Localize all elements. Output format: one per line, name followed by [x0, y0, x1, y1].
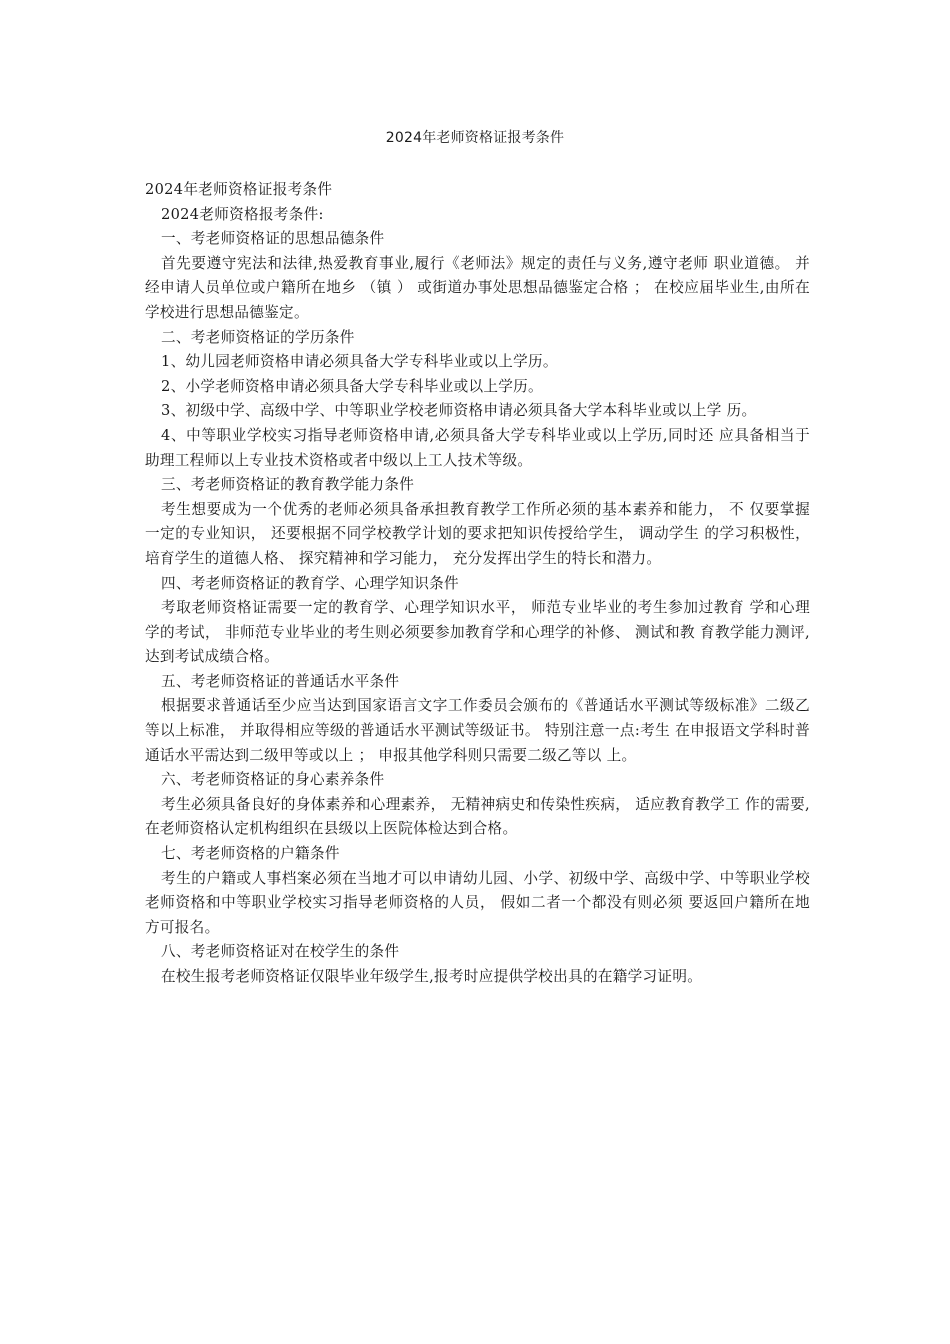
section-heading-4: 四、考老师资格证的教育学、心理学知识条件: [161, 574, 459, 592]
section-heading-5: 五、考老师资格证的普通话水平条件: [161, 672, 400, 690]
section-heading-6: 六、考老师资格证的身心素养条件: [161, 771, 385, 789]
section-text-7: 考生的户籍或人事档案必须在当地才可以申请幼儿园、小学、初级中学、高级中学、中等职业学校老师资格和中等职业学校实习指导老师资格的人员， 假如二者一个都没有则必须 要返回户籍所在地方可报名。: [145, 869, 810, 936]
section-text-6: 考生必须具备良好的身体素养和心理素养， 无精神病史和传染性疾病， 适应教育教学工 作的需要,在老师资格认定机构组织在县级以上医院体检达到合格。: [145, 795, 810, 838]
document-body: [145, 178, 810, 990]
section-heading-7: 七、考老师资格的户籍条件: [161, 845, 340, 863]
section-heading-2: 二、考老师资格证的学历条件: [161, 328, 355, 346]
section-heading-8: 八、考老师资格证对在校学生的条件: [161, 943, 400, 961]
section-heading-3: 三、考老师资格证的教育教学能力条件: [161, 476, 415, 494]
body-heading: 2024年老师资格证报考条件: [145, 181, 333, 198]
section-text-5: 根据要求普通话至少应当达到国家语言文字工作委员会颁布的《普通话水平测试等级标准》二级乙等以上标准， 并取得相应等级的普通话水平测试等级证书。 特别注意一点:考生 在申报语文学科时普通话水平需达到二级甲等或以上 ； 申报其他学科则只需要二级乙等以 上。: [145, 697, 810, 764]
intro-line: 2024老师资格报考条件:: [161, 205, 324, 223]
document-title: 2024年老师资格证报考条件: [385, 130, 565, 146]
list-item: 2、小学老师资格申请必须具备大学专科毕业或以上学历。: [161, 377, 543, 395]
list-item: 3、初级中学、高级中学、中等职业学校老师资格申请必须具备大学本科毕业或以上学 历。: [161, 402, 757, 420]
section-text-3: 考生想要成为一个优秀的老师必须具备承担教育教学工作所必须的基本素养和能力， 不 仅要掌握一定的专业知识， 还要根据不同学校教学计划的要求把知识传授给学生， 调动学生 的学习积极性， 培育学生的道德人格、 探究精神和学习能力， 充分发挥出学生的特长和潜力。: [145, 500, 810, 567]
list-item: 1、幼儿园老师资格申请必须具备大学专科毕业或以上学历。: [161, 353, 558, 371]
section-text-8: 在校生报考老师资格证仅限毕业年级学生,报考时应提供学校出具的在籍学习证明。: [161, 968, 703, 985]
section-heading-1: 一、考老师资格证的思想品德条件: [161, 230, 385, 248]
section-text-1: 首先要遵守宪法和法律,热爱教育事业,履行《老师法》规定的责任与义务,遵守老师 职业道德。 并经申请人员单位或户籍所在地乡 （镇 ） 或街道办事处思想品德鉴定合格 ； 在校应届毕业生,由所在学校进行思想品德鉴定。: [145, 254, 810, 321]
section-text-4: 考取老师资格证需要一定的教育学、心理学知识水平， 师范专业毕业的考生参加过教育 学和心理学的考试， 非师范专业毕业的考生则必须要参加教育学和心理学的补修、 测试和教 育教学能力测评,达到考试成绩合格。: [145, 599, 810, 666]
list-item: 4、中等职业学校实习指导老师资格申请,必须具备大学专科毕业或以上学历,同时还 应具备相当于助理工程师以上专业技术资格或者中级以上工人技术等级。: [145, 426, 810, 469]
